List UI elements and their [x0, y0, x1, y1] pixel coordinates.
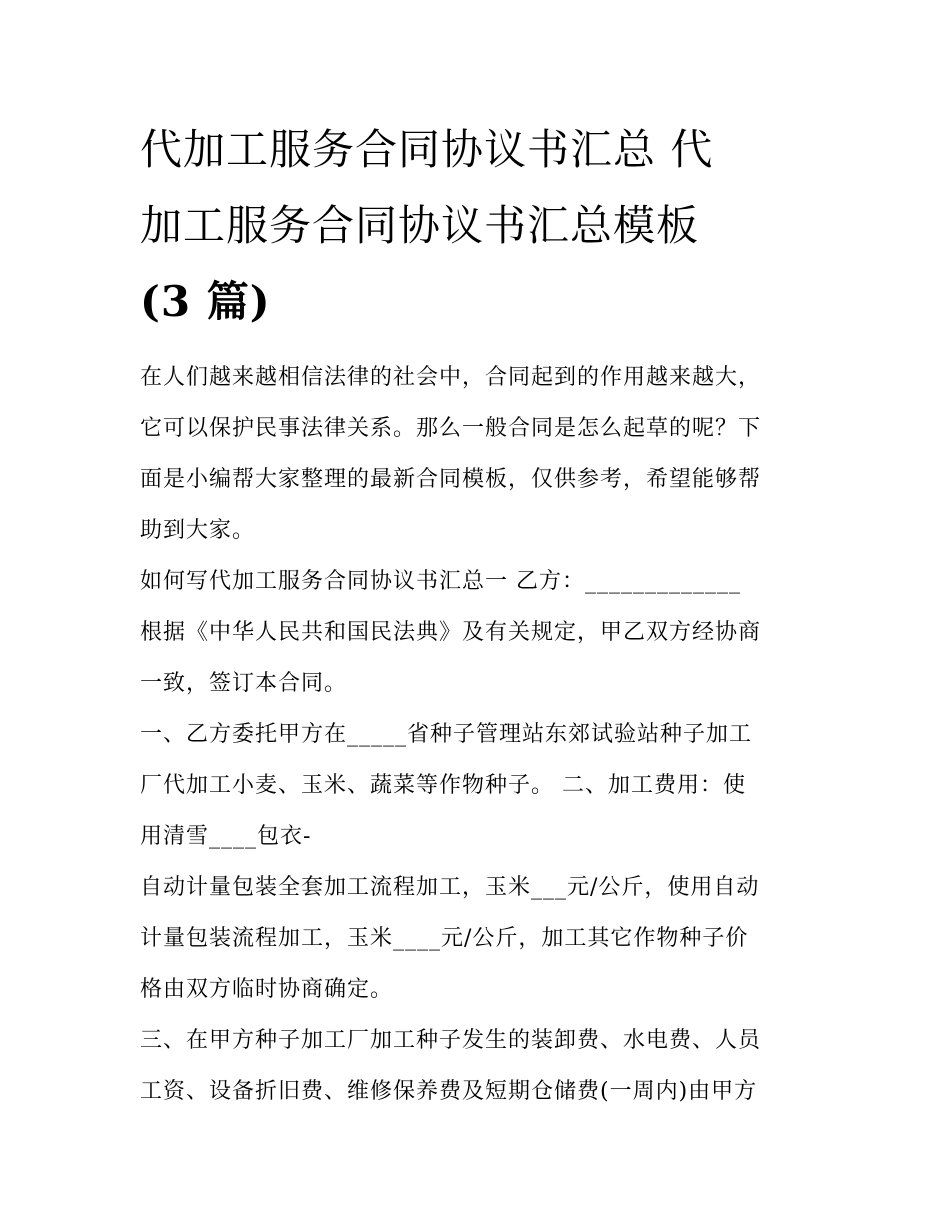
- title-line: 加工服务合同协议书汇总模板: [140, 201, 700, 250]
- text-line: 助到大家。: [140, 518, 256, 543]
- contract-header-paragraph: [140, 556, 820, 709]
- text-line: 根据《中华人民共和国民法典》及有关规定，甲乙双方经协商: [140, 620, 762, 645]
- document-page: [140, 112, 820, 1117]
- text-line: 如何写代加工服务合同协议书汇总一 乙方：_____________: [140, 569, 741, 594]
- document-title: [140, 112, 820, 340]
- text-line: 一、乙方委托甲方在_____省种子管理站东郊试验站种子加工: [140, 722, 753, 747]
- pricing-paragraph: [140, 862, 820, 1015]
- document-body: [140, 352, 820, 1117]
- text-line: 厂代加工小麦、玉米、蔬菜等作物种子。 二、加工费用：使: [140, 773, 746, 798]
- text-line: 工资、设备折旧费、维修保养费及短期仓储费(一周内)由甲方: [140, 1079, 758, 1104]
- intro-paragraph: [140, 352, 820, 556]
- title-line: 代加工服务合同协议书汇总 代: [140, 125, 714, 174]
- clause-one-paragraph: [140, 709, 820, 862]
- text-line: 它可以保护民事法律关系。那么一般合同是怎么起草的呢？下: [140, 416, 762, 441]
- text-line: 三、在甲方种子加工厂加工种子发生的装卸费、水电费、人员: [140, 1028, 762, 1053]
- title-line: (3 篇): [140, 277, 271, 326]
- text-line: 面是小编帮大家整理的最新合同模板，仅供参考，希望能够帮: [140, 467, 762, 492]
- text-line: 在人们越来越相信法律的社会中，合同起到的作用越来越大，: [140, 365, 762, 390]
- text-line: 计量包装流程加工，玉米____元/公斤，加工其它作物种子价: [140, 926, 749, 951]
- text-line: 用清雪____包衣-: [140, 824, 312, 849]
- text-line: 格由双方临时协商确定。: [140, 977, 394, 1002]
- clause-three-paragraph: [140, 1015, 820, 1117]
- text-line: 一致，签订本合同。: [140, 671, 348, 696]
- text-line: 自动计量包装全套加工流程加工，玉米___元/公斤，使用自动: [140, 875, 760, 900]
